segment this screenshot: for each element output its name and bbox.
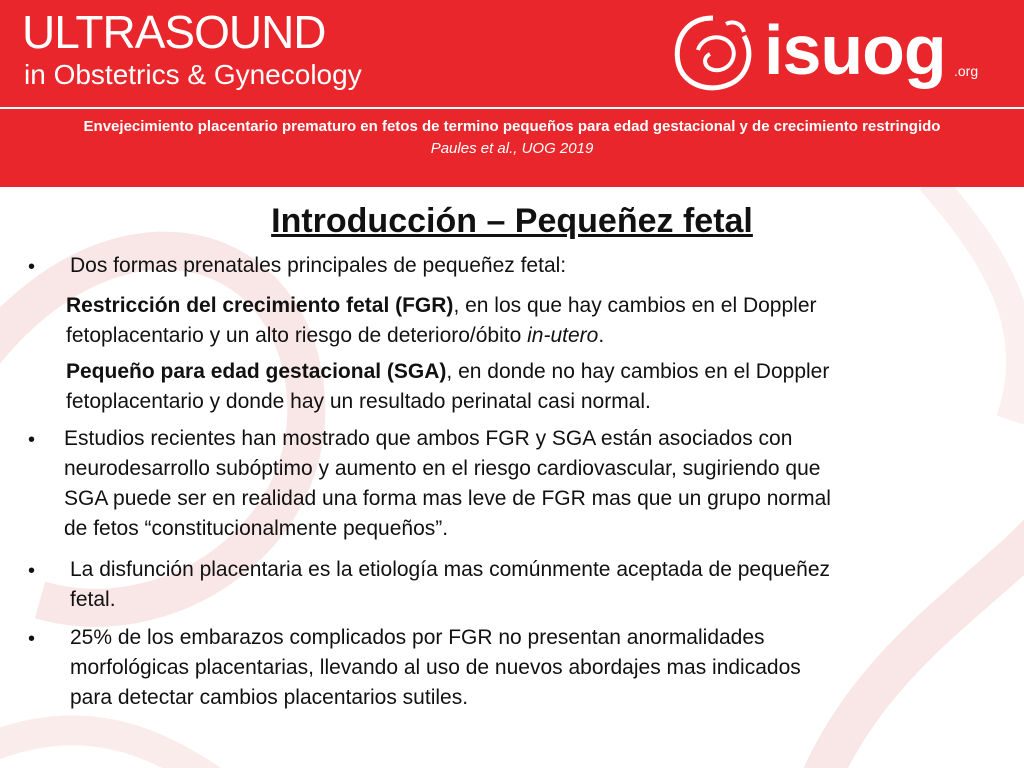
isuog-domain: .org	[954, 63, 979, 79]
slide-title: Introducción – Pequeñez fetal	[271, 202, 753, 240]
bullet-4-marker: •	[28, 628, 36, 650]
fgr-line-2	[66, 321, 604, 351]
isuog-emblem-icon	[668, 10, 758, 96]
isuog-logo	[668, 8, 1008, 98]
bullet-4-line-1: 25% de los embarazos complicados por FGR no presentan anormalidades	[70, 626, 765, 649]
slide-content	[0, 187, 1024, 768]
bullet-3-line-1: La disfunción placentaria es la etiología mas comúnmente aceptada de pequeñez	[70, 558, 831, 581]
sga-term: Pequeño para edad gestacional (SGA)	[66, 360, 447, 383]
bullet-3-line-2: fetal.	[70, 588, 116, 611]
bullet-2-line-2: neurodesarrollo subóptimo y aumento en el riesgo cardiovascular, sugiriendo que	[64, 457, 821, 480]
isuog-wordmark: isuog	[764, 11, 946, 89]
bullet-1-text: Dos formas prenatales principales de pequeñez fetal:	[70, 254, 567, 277]
bullet-2-line-3: SGA puede ser en realidad una forma mas leve de FGR mas que un grupo normal	[64, 487, 831, 510]
article-title: Envejecimiento placentario prematuro en fetos de termino pequeños para edad gestacional y de crecimiento restringido	[83, 118, 941, 135]
fgr-term: Restricción del crecimiento fetal (FGR)	[66, 294, 454, 317]
bullet-2-marker: •	[28, 429, 36, 451]
header-divider	[0, 107, 1024, 109]
fgr-line-1-rest: , en los que hay cambios en el Doppler	[453, 294, 817, 317]
article-reference: Paules et al., UOG 2019	[430, 140, 594, 157]
bullet-4-line-2: morfológicas placentarias, llevando al uso de nuevos abordajes mas indicados	[70, 656, 801, 679]
sga-line-1-rest: , en donde no hay cambios en el Doppler	[446, 360, 830, 383]
bullet-2-line-4: de fetos “constitucionalmente pequeños”.	[64, 517, 449, 540]
fgr-in-utero: in-utero	[527, 324, 599, 347]
header-bar	[0, 0, 1024, 107]
fgr-line-2-b: .	[598, 324, 605, 347]
fgr-line-1	[66, 291, 817, 321]
citation-band	[0, 109, 1024, 187]
fgr-line-2-a: fetoplacentario y un alto riesgo de deterioro/óbito	[66, 324, 528, 347]
sga-line-1	[66, 357, 829, 387]
bullet-1-marker: •	[28, 256, 36, 278]
sga-line-2: fetoplacentario y donde hay un resultado perinatal casi normal.	[66, 390, 651, 413]
journal-subtitle: in Obstetrics & Gynecology	[24, 59, 362, 90]
journal-title: ULTRASOUND	[22, 6, 326, 58]
bullet-2-line-1: Estudios recientes han mostrado que ambos FGR y SGA están asociados con	[64, 427, 793, 450]
bullet-4-line-3: para detectar cambios placentarios sutiles.	[70, 686, 469, 709]
bullet-3-marker: •	[28, 560, 36, 582]
